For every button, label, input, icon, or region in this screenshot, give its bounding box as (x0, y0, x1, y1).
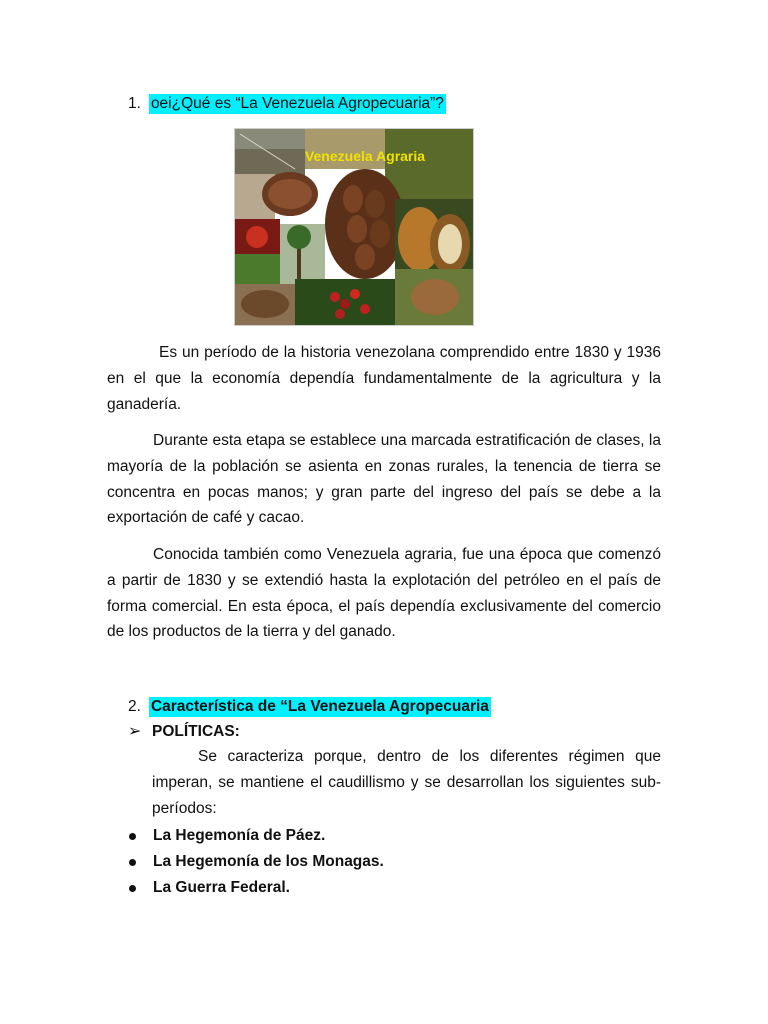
list-item-text: La Hegemonía de Páez. (153, 827, 326, 844)
bullet-dot-icon (129, 859, 136, 866)
list-item (128, 875, 384, 901)
paragraph-1: Es un período de la historia venezolana comprendido entre 1830 y 1936 en el que la economía dependía fundamentalmente de la agricultura y la ganadería. (107, 344, 661, 413)
list-item-text: La Hegemonía de los Monagas. (153, 853, 384, 870)
section-1-title: oei¿Qué es “La Venezuela Agropecuaria”? (150, 95, 444, 112)
list-item (128, 823, 384, 849)
arrow-bullet-icon: ➢ (128, 723, 142, 740)
politicas-paragraph: Se caracteriza porque, dentro de los diferentes régimen que imperan, se mantiene el caudillismo y se desarrollan los siguientes sub-períodos: (152, 748, 661, 817)
list-item (128, 849, 384, 875)
image-caption: Venezuela Agraria (304, 148, 426, 164)
agrarian-collage-image (234, 128, 474, 326)
paragraph-3: Conocida también como Venezuela agraria, fue una época que comenzó a partir de 1830 y se extendió hasta la explotación del petróleo en el país de forma comercial. En esta época, el país dependía exclusivamente del comercio de los productos de la tierra y del ganado. (107, 546, 661, 641)
section-1-number: 1. (128, 95, 141, 112)
section-2-heading (128, 697, 491, 717)
paragraph-2: Durante esta etapa se establece una marcada estratificación de clases, la mayoría de la población se asienta en zonas rurales, la tenencia de tierra se concentra en pocas manos; y gran parte del ingreso del país se debe a la exportación de café y cacao. (107, 432, 661, 527)
collage-illustration (235, 129, 473, 325)
section-1-heading (128, 94, 446, 114)
politicas-subheading (128, 722, 240, 742)
subperiod-list (128, 823, 384, 901)
section-2-number: 2. (128, 698, 141, 715)
bullet-dot-icon (129, 833, 136, 840)
section-2-title: Característica de “La Venezuela Agropecuaria (150, 698, 489, 715)
bullet-dot-icon (129, 885, 136, 892)
politicas-label: POLÍTICAS: (152, 723, 240, 740)
list-item-text: La Guerra Federal. (153, 879, 290, 896)
